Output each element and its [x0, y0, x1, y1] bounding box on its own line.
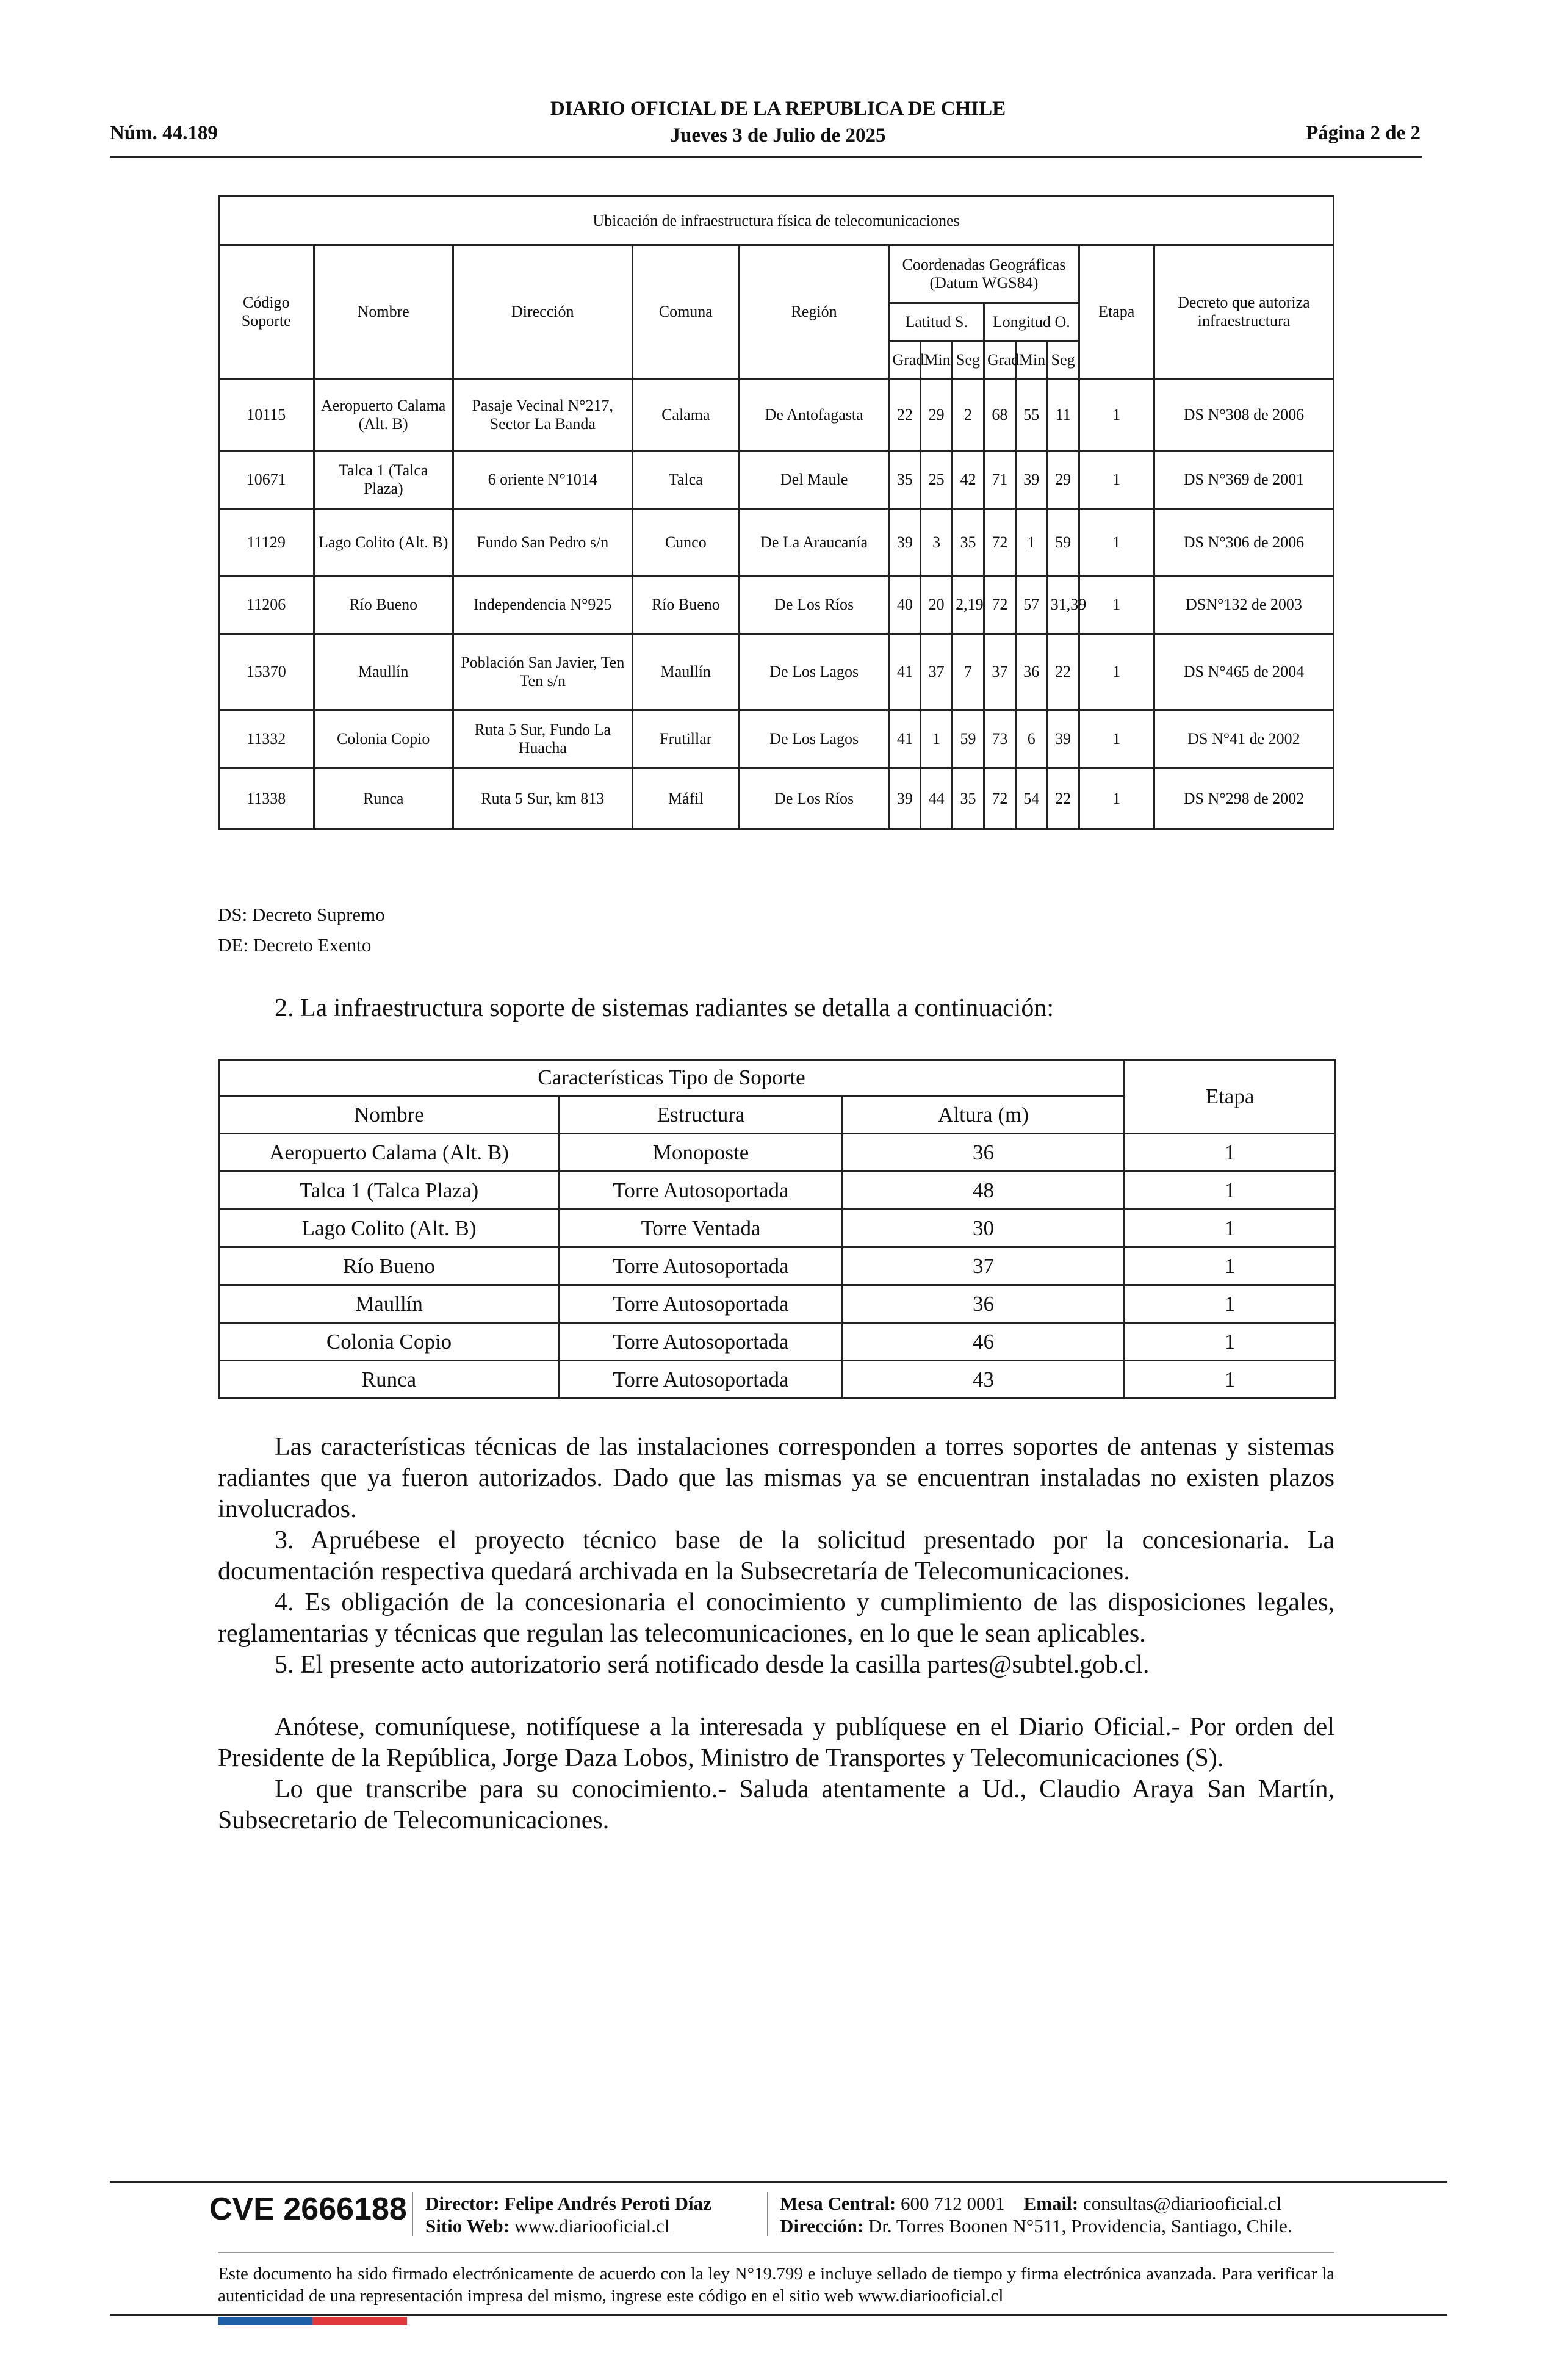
cell-lat-grad: 22	[889, 379, 921, 451]
cell-lat-grad: 41	[889, 634, 921, 710]
cell-lat-seg: 7	[953, 634, 984, 710]
footer-separator	[412, 2192, 413, 2236]
col-lat-grad: Grad	[889, 341, 921, 379]
cell-lon-min: 54	[1015, 768, 1047, 829]
cell-etapa: 1	[1079, 451, 1154, 509]
cell-decreto: DS N°369 de 2001	[1154, 451, 1333, 509]
cell-region: De Los Lagos	[739, 710, 889, 768]
footer-director-block	[425, 2192, 711, 2237]
cell-lat-seg: 2	[953, 379, 984, 451]
table-row	[219, 509, 1334, 576]
table-row	[219, 1285, 1336, 1323]
cell-lon-grad: 68	[984, 379, 1015, 451]
t2-col-altura: Altura (m)	[843, 1096, 1125, 1134]
cell-altura: 30	[843, 1210, 1125, 1247]
table-row	[219, 1210, 1336, 1247]
cell-altura: 36	[843, 1134, 1125, 1172]
paragraph-closing: Anótese, comuníquese, notifíquese a la interesada y publíquese en el Diario Oficial.- Por orden del Presidente de la República, Jorge Daza Lobos, Ministro de Transportes y Telecomunicaciones (S).	[218, 1713, 1334, 1772]
col-etapa: Etapa	[1079, 245, 1154, 379]
cell-region: De Los Ríos	[739, 768, 889, 829]
address-label: Dirección:	[780, 2215, 864, 2237]
cell-estructura: Monoposte	[560, 1134, 843, 1172]
col-direccion: Dirección	[453, 245, 632, 379]
cell-lon-min: 39	[1015, 451, 1047, 509]
cell-etapa: 1	[1079, 509, 1154, 576]
email-label: Email:	[1023, 2193, 1079, 2214]
table-row	[219, 379, 1334, 451]
cell-lat-min: 25	[921, 451, 953, 509]
cell-comuna: Máfil	[632, 768, 739, 829]
page-number: Página 2 de 2	[1306, 122, 1421, 144]
cell-etapa: 1	[1125, 1172, 1336, 1210]
col-lat-min: Min	[921, 341, 953, 379]
mesa-label: Mesa Central:	[780, 2193, 896, 2214]
cell-decreto: DS N°298 de 2002	[1154, 768, 1333, 829]
cell-direccion: Ruta 5 Sur, km 813	[453, 768, 632, 829]
cell-codigo: 10671	[219, 451, 314, 509]
table1-caption: Ubicación de infraestructura física de telecomunicaciones	[219, 197, 1334, 245]
cell-lat-grad: 39	[889, 768, 921, 829]
table-row	[219, 1247, 1336, 1285]
table-row	[219, 451, 1334, 509]
cell-region: Del Maule	[739, 451, 889, 509]
cell-lat-min: 3	[921, 509, 953, 576]
table-row	[219, 1361, 1336, 1399]
cell-comuna: Cunco	[632, 509, 739, 576]
cell-lat-min: 29	[921, 379, 953, 451]
cell-direccion: Ruta 5 Sur, Fundo La Huacha	[453, 710, 632, 768]
mesa-phone: 600 712 0001	[901, 2193, 1005, 2214]
resolution-body	[218, 1432, 1334, 1836]
cell-region: De Antofagasta	[739, 379, 889, 451]
header-divider	[110, 156, 1422, 158]
cell-lon-min: 57	[1015, 576, 1047, 634]
cell-comuna: Maullín	[632, 634, 739, 710]
cell-codigo: 11332	[219, 710, 314, 768]
cell-lat-grad: 39	[889, 509, 921, 576]
col-longitud: Longitud O.	[984, 303, 1079, 341]
cell-nombre: Talca 1 (Talca Plaza)	[219, 1172, 560, 1210]
cell-decreto: DS N°41 de 2002	[1154, 710, 1333, 768]
paragraph-signature: Lo que transcribe para su conocimiento.- Saluda atentamente a Ud., Claudio Araya San Martín, Subsecretario de Telecomunicaciones.	[218, 1775, 1334, 1834]
cell-codigo: 10115	[219, 379, 314, 451]
cell-direccion: Independencia N°925	[453, 576, 632, 634]
table-row	[219, 634, 1334, 710]
cell-lon-grad: 71	[984, 451, 1015, 509]
cell-direccion: Pasaje Vecinal N°217, Sector La Banda	[453, 379, 632, 451]
cell-lat-min: 37	[921, 634, 953, 710]
cell-nombre: Aeropuerto Calama (Alt. B)	[314, 379, 453, 451]
col-lon-grad: Grad	[984, 341, 1015, 379]
cell-lon-min: 55	[1015, 379, 1047, 451]
cell-lat-seg: 42	[953, 451, 984, 509]
cell-lon-grad: 73	[984, 710, 1015, 768]
col-region: Región	[739, 245, 889, 379]
col-lon-seg: Seg	[1047, 341, 1079, 379]
table2-body	[219, 1134, 1336, 1399]
address-value: Dr. Torres Boonen N°511, Providencia, Santiago, Chile.	[868, 2215, 1292, 2237]
section-2-intro: 2. La infraestructura soporte de sistemas radiantes se detalla a continuación:	[275, 994, 1054, 1022]
table-row	[219, 1134, 1336, 1172]
cell-altura: 43	[843, 1361, 1125, 1399]
cell-comuna: Talca	[632, 451, 739, 509]
table-row	[219, 768, 1334, 829]
t2-col-etapa: Etapa	[1125, 1060, 1336, 1134]
paragraph-characteristics: Las características técnicas de las instalaciones corresponden a torres soportes de antenas y sistemas radiantes que ya fueron autorizados. Dado que las mismas ya se encuentran instaladas no existen plazos involucrados.	[218, 1433, 1334, 1523]
paragraph-5: 5. El presente acto autorizatorio será notificado desde la casilla partes@subtel.gob.cl.	[275, 1651, 1150, 1679]
cell-etapa: 1	[1079, 634, 1154, 710]
cell-lon-seg: 11	[1047, 379, 1079, 451]
cell-lon-min: 36	[1015, 634, 1047, 710]
cell-nombre: Colonia Copio	[314, 710, 453, 768]
cell-etapa: 1	[1125, 1210, 1336, 1247]
table1-body	[219, 379, 1334, 829]
cell-altura: 48	[843, 1172, 1125, 1210]
cell-decreto: DS N°465 de 2004	[1154, 634, 1333, 710]
support-characteristics-table	[218, 1059, 1336, 1399]
cell-lon-min: 1	[1015, 509, 1047, 576]
table-row	[219, 710, 1334, 768]
publication-date: Jueves 3 de Julio de 2025	[670, 124, 886, 146]
cell-estructura: Torre Autosoportada	[560, 1172, 843, 1210]
cell-lon-seg: 31,39	[1047, 576, 1079, 634]
t2-col-estructura: Estructura	[560, 1096, 843, 1134]
cell-decreto: DSN°132 de 2003	[1154, 576, 1333, 634]
cell-etapa: 1	[1079, 710, 1154, 768]
paragraph-4: 4. Es obligación de la concesionaria el conocimiento y cumplimiento de las disposiciones legales, reglamentarias y técnicas que regulan las telecomunicaciones, en lo que le sean aplicables.	[218, 1588, 1334, 1648]
issue-number: Núm. 44.189	[110, 122, 218, 144]
col-lon-min: Min	[1015, 341, 1047, 379]
cell-nombre: Maullín	[219, 1285, 560, 1323]
cell-etapa: 1	[1125, 1134, 1336, 1172]
cell-lat-min: 44	[921, 768, 953, 829]
col-lat-seg: Seg	[953, 341, 984, 379]
table-row	[219, 1172, 1336, 1210]
website-label: Sitio Web:	[425, 2215, 510, 2237]
cell-altura: 46	[843, 1323, 1125, 1361]
email-link[interactable]: consultas@diariooficial.cl	[1082, 2193, 1282, 2214]
electronic-signature-notice: Este documento ha sido firmado electrónicamente de acuerdo con la ley N°19.799 e incluye sellado de tiempo y firma electrónica avanzada. Para verificar la autenticidad de una representación impresa del mismo, ingrese este código en el sitio web www.diariooficial.cl	[218, 2264, 1334, 2306]
footer-contact-block	[780, 2192, 1292, 2237]
cell-lat-seg: 35	[953, 509, 984, 576]
footer-separator	[767, 2192, 768, 2236]
cell-altura: 36	[843, 1285, 1125, 1323]
footer-mid-rule	[218, 2252, 1334, 2253]
col-comuna: Comuna	[632, 245, 739, 379]
flag-stripe-red	[312, 2317, 407, 2325]
cell-altura: 37	[843, 1247, 1125, 1285]
cell-direccion: Población San Javier, Ten Ten s/n	[453, 634, 632, 710]
cell-lat-grad: 35	[889, 451, 921, 509]
cell-nombre: Maullín	[314, 634, 453, 710]
cell-lon-seg: 39	[1047, 710, 1079, 768]
cell-etapa: 1	[1125, 1361, 1336, 1399]
cell-codigo: 15370	[219, 634, 314, 710]
cell-nombre: Río Bueno	[219, 1247, 560, 1285]
director-label: Director:	[425, 2193, 500, 2214]
cell-lat-seg: 59	[953, 710, 984, 768]
cell-lon-seg: 29	[1047, 451, 1079, 509]
publication-title: DIARIO OFICIAL DE LA REPUBLICA DE CHILE	[550, 98, 1006, 120]
director-name: Felipe Andrés Peroti Díaz	[504, 2193, 711, 2214]
footer-bottom-rule	[110, 2314, 1447, 2316]
cell-etapa: 1	[1079, 576, 1154, 634]
paragraph-3: 3. Apruébese el proyecto técnico base de la solicitud presentado por la concesionaria. La documentación respectiva quedará archivada en la Subsecretaría de Telecomunicaciones.	[218, 1526, 1334, 1585]
cell-nombre: Runca	[219, 1361, 560, 1399]
cell-lon-grad: 72	[984, 509, 1015, 576]
col-coordenadas: Coordenadas Geográficas (Datum WGS84)	[889, 245, 1079, 303]
cell-lat-seg: 2,19	[953, 576, 984, 634]
cell-lat-min: 1	[921, 710, 953, 768]
cell-region: De Los Lagos	[739, 634, 889, 710]
col-nombre: Nombre	[314, 245, 453, 379]
note-de: DE: Decreto Exento	[218, 934, 372, 956]
t2-col-nombre: Nombre	[219, 1096, 560, 1134]
cell-etapa: 1	[1079, 379, 1154, 451]
cell-codigo: 11206	[219, 576, 314, 634]
cell-nombre: Talca 1 (Talca Plaza)	[314, 451, 453, 509]
note-ds: DS: Decreto Supremo	[218, 904, 385, 925]
col-codigo-soporte: Código Soporte	[219, 245, 314, 379]
cell-comuna: Frutillar	[632, 710, 739, 768]
table-row	[219, 576, 1334, 634]
website-link[interactable]: www.diariooficial.cl	[514, 2215, 670, 2237]
cell-estructura: Torre Autosoportada	[560, 1323, 843, 1361]
cell-etapa: 1	[1125, 1247, 1336, 1285]
cell-codigo: 11129	[219, 509, 314, 576]
cell-lon-seg: 22	[1047, 768, 1079, 829]
cell-comuna: Calama	[632, 379, 739, 451]
cell-etapa: 1	[1125, 1285, 1336, 1323]
infrastructure-location-table	[218, 195, 1334, 830]
cell-direccion: Fundo San Pedro s/n	[453, 509, 632, 576]
cell-etapa: 1	[1079, 768, 1154, 829]
cell-direccion: 6 oriente N°1014	[453, 451, 632, 509]
col-latitud: Latitud S.	[889, 303, 984, 341]
table2-caption: Características Tipo de Soporte	[219, 1060, 1125, 1096]
table-row	[219, 1323, 1336, 1361]
cell-lon-grad: 72	[984, 768, 1015, 829]
footer-top-rule	[110, 2181, 1447, 2183]
cell-codigo: 11338	[219, 768, 314, 829]
cell-estructura: Torre Autosoportada	[560, 1285, 843, 1323]
cell-estructura: Torre Autosoportada	[560, 1361, 843, 1399]
cell-lat-grad: 41	[889, 710, 921, 768]
cell-nombre: Lago Colito (Alt. B)	[314, 509, 453, 576]
cell-lon-seg: 22	[1047, 634, 1079, 710]
cell-region: De La Araucanía	[739, 509, 889, 576]
cell-lon-min: 6	[1015, 710, 1047, 768]
cell-comuna: Río Bueno	[632, 576, 739, 634]
cell-estructura: Torre Ventada	[560, 1210, 843, 1247]
cell-nombre: Aeropuerto Calama (Alt. B)	[219, 1134, 560, 1172]
cell-nombre: Lago Colito (Alt. B)	[219, 1210, 560, 1247]
cell-decreto: DS N°308 de 2006	[1154, 379, 1333, 451]
cve-code: CVE 2666188	[209, 2191, 407, 2227]
col-decreto: Decreto que autoriza infraestructura	[1154, 245, 1333, 379]
cell-lon-seg: 59	[1047, 509, 1079, 576]
cell-lat-min: 20	[921, 576, 953, 634]
cell-nombre: Runca	[314, 768, 453, 829]
cell-region: De Los Ríos	[739, 576, 889, 634]
cell-lon-grad: 37	[984, 634, 1015, 710]
cell-decreto: DS N°306 de 2006	[1154, 509, 1333, 576]
cell-nombre: Colonia Copio	[219, 1323, 560, 1361]
cell-etapa: 1	[1125, 1323, 1336, 1361]
cell-nombre: Río Bueno	[314, 576, 453, 634]
flag-stripe-blue	[218, 2317, 312, 2325]
cell-lat-seg: 35	[953, 768, 984, 829]
cell-lat-grad: 40	[889, 576, 921, 634]
cell-lon-grad: 72	[984, 576, 1015, 634]
cell-estructura: Torre Autosoportada	[560, 1247, 843, 1285]
